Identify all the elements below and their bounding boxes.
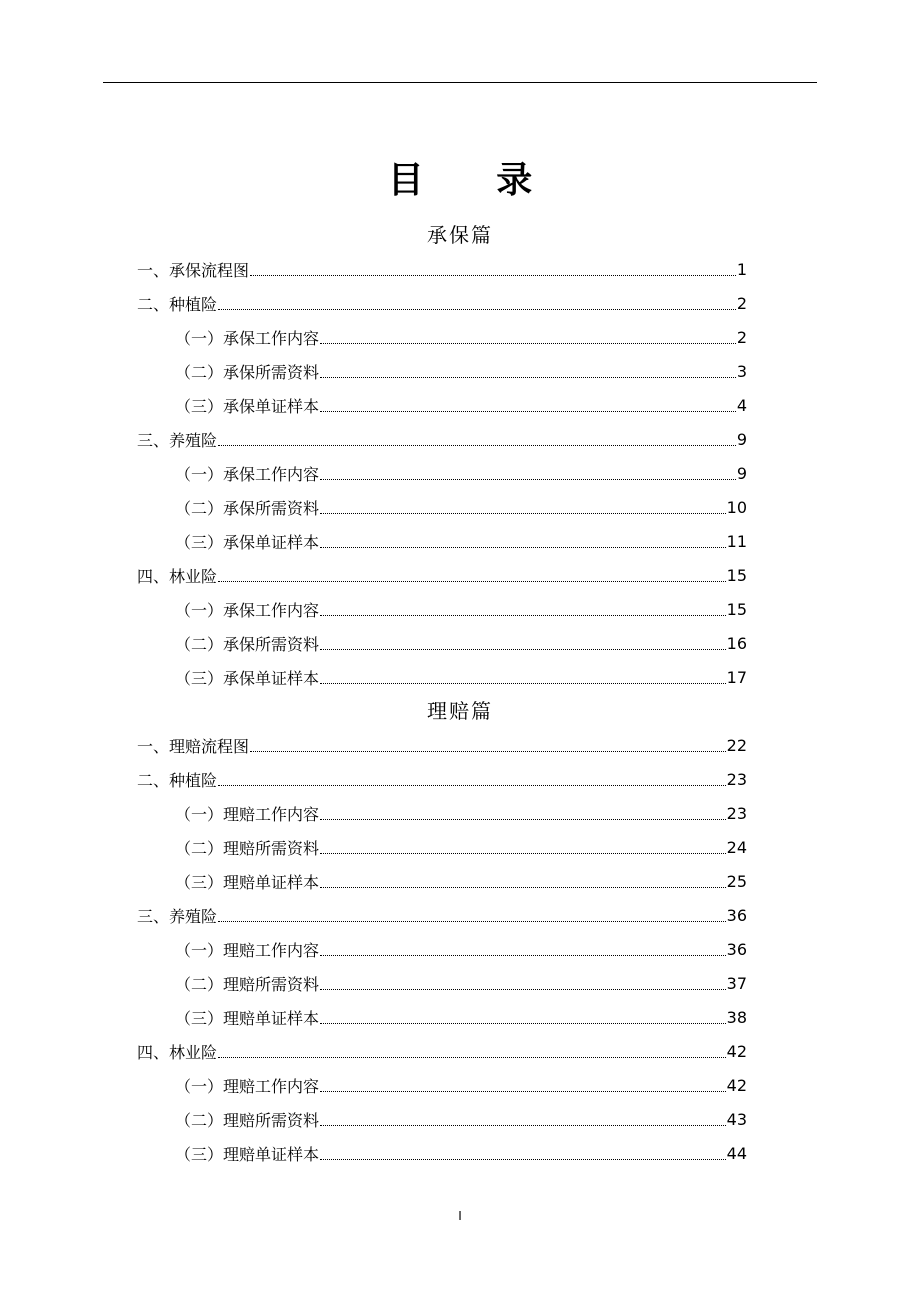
- toc-entry[interactable]: [0, 830, 920, 864]
- toc-entry-page: 36: [726, 905, 747, 925]
- dot-leader: [250, 275, 736, 276]
- toc-entry-page: 23: [726, 803, 747, 823]
- dot-leader: [320, 955, 726, 956]
- header-rule: [103, 82, 817, 83]
- toc-entry-label: （一）承保工作内容: [175, 464, 320, 484]
- toc-entry[interactable]: [0, 558, 920, 592]
- toc-entry-page: 15: [726, 565, 747, 585]
- toc-entry[interactable]: [0, 898, 920, 932]
- toc-entry-page: 42: [726, 1041, 747, 1061]
- toc-entry-page: 44: [726, 1143, 747, 1163]
- toc-entry-page: 22: [726, 735, 747, 755]
- toc-entry[interactable]: [0, 762, 920, 796]
- toc-entry-label: 二、种植险: [137, 294, 218, 314]
- toc-entry-label: （三）承保单证样本: [175, 396, 320, 416]
- toc-entry-page: 24: [726, 837, 747, 857]
- page-title: 目 录: [387, 160, 563, 201]
- toc-entry-label: （二）承保所需资料: [175, 362, 320, 382]
- dot-leader: [320, 819, 726, 820]
- dot-leader: [250, 751, 726, 752]
- page-number: I: [458, 1209, 462, 1223]
- toc-entry[interactable]: [0, 388, 920, 422]
- toc-entry[interactable]: [0, 796, 920, 830]
- toc-entry[interactable]: [0, 1034, 920, 1068]
- toc-entry-label: （三）承保单证样本: [175, 532, 320, 552]
- dot-leader: [320, 479, 736, 480]
- toc-entry[interactable]: [0, 320, 920, 354]
- toc-entry-page: 15: [726, 599, 747, 619]
- toc-entry-label: （三）理赔单证样本: [175, 1008, 320, 1028]
- toc-entry-label: （三）理赔单证样本: [175, 1144, 320, 1164]
- dot-leader: [218, 309, 736, 310]
- toc-entry-page: 36: [726, 939, 747, 959]
- dot-leader: [218, 1057, 726, 1058]
- toc-entry-label: （三）承保单证样本: [175, 668, 320, 688]
- toc-entry-page: 2: [736, 293, 747, 313]
- toc-entry-page: 3: [736, 361, 747, 381]
- toc-entry-page: 37: [726, 973, 747, 993]
- toc-entry-page: 1: [736, 259, 747, 279]
- part-heading: 理赔篇: [427, 699, 493, 723]
- toc-entry-label: （二）理赔所需资料: [175, 1110, 320, 1130]
- toc-entry-label: （二）理赔所需资料: [175, 838, 320, 858]
- toc-entry-page: 38: [726, 1007, 747, 1027]
- toc-entry-page: 16: [726, 633, 747, 653]
- part-heading: 承保篇: [427, 223, 493, 247]
- toc-entry-page: 4: [736, 395, 747, 415]
- toc-entry-label: 二、种植险: [137, 770, 218, 790]
- dot-leader: [218, 785, 726, 786]
- toc-entry-label: （一）承保工作内容: [175, 600, 320, 620]
- toc-entry[interactable]: [0, 456, 920, 490]
- toc-entry-label: 三、养殖险: [137, 430, 218, 450]
- toc-entry-page: 43: [726, 1109, 747, 1129]
- table-of-contents: [0, 218, 920, 1170]
- toc-entry-label: 一、承保流程图: [137, 260, 250, 280]
- dot-leader: [320, 1159, 726, 1160]
- toc-entry-page: 11: [726, 531, 747, 551]
- toc-entry-page: 9: [736, 429, 747, 449]
- toc-entry-label: （二）承保所需资料: [175, 498, 320, 518]
- toc-entry[interactable]: [0, 354, 920, 388]
- toc-entry-label: 一、理赔流程图: [137, 736, 250, 756]
- dot-leader: [320, 1125, 726, 1126]
- toc-entry-label: （一）理赔工作内容: [175, 804, 320, 824]
- toc-entry-page: 2: [736, 327, 747, 347]
- dot-leader: [320, 887, 726, 888]
- toc-entry-page: 10: [726, 497, 747, 517]
- toc-entry[interactable]: [0, 252, 920, 286]
- toc-entry-label: （三）理赔单证样本: [175, 872, 320, 892]
- dot-leader: [218, 445, 736, 446]
- toc-entry[interactable]: [0, 1000, 920, 1034]
- dot-leader: [320, 377, 736, 378]
- toc-entry-label: （一）理赔工作内容: [175, 1076, 320, 1096]
- toc-entry-page: 25: [726, 871, 747, 891]
- toc-entry[interactable]: [0, 1136, 920, 1170]
- toc-entry-label: （一）承保工作内容: [175, 328, 320, 348]
- toc-entry-label: （二）理赔所需资料: [175, 974, 320, 994]
- dot-leader: [320, 547, 726, 548]
- toc-entry-label: 三、养殖险: [137, 906, 218, 926]
- toc-entry-label: 四、林业险: [137, 566, 218, 586]
- toc-entry[interactable]: [0, 728, 920, 762]
- toc-entry[interactable]: [0, 1068, 920, 1102]
- toc-entry-page: 42: [726, 1075, 747, 1095]
- toc-entry-label: 四、林业险: [137, 1042, 218, 1062]
- toc-entry[interactable]: [0, 626, 920, 660]
- toc-entry[interactable]: [0, 1102, 920, 1136]
- dot-leader: [320, 343, 736, 344]
- dot-leader: [320, 683, 726, 684]
- dot-leader: [320, 1091, 726, 1092]
- toc-entry[interactable]: [0, 592, 920, 626]
- dot-leader: [218, 921, 726, 922]
- dot-leader: [320, 649, 726, 650]
- toc-entry-page: 23: [726, 769, 747, 789]
- toc-entry[interactable]: [0, 286, 920, 320]
- toc-entry[interactable]: [0, 966, 920, 1000]
- toc-entry[interactable]: [0, 490, 920, 524]
- dot-leader: [320, 615, 726, 616]
- dot-leader: [320, 1023, 726, 1024]
- toc-entry-page: 17: [726, 667, 747, 687]
- toc-entry-page: 9: [736, 463, 747, 483]
- toc-entry-label: （一）理赔工作内容: [175, 940, 320, 960]
- toc-entry[interactable]: [0, 864, 920, 898]
- toc-entry[interactable]: [0, 524, 920, 558]
- dot-leader: [320, 989, 726, 990]
- dot-leader: [320, 513, 726, 514]
- dot-leader: [320, 853, 726, 854]
- dot-leader: [320, 411, 736, 412]
- toc-entry[interactable]: [0, 422, 920, 456]
- toc-entry[interactable]: [0, 932, 920, 966]
- dot-leader: [218, 581, 726, 582]
- toc-entry[interactable]: [0, 660, 920, 694]
- toc-entry-label: （二）承保所需资料: [175, 634, 320, 654]
